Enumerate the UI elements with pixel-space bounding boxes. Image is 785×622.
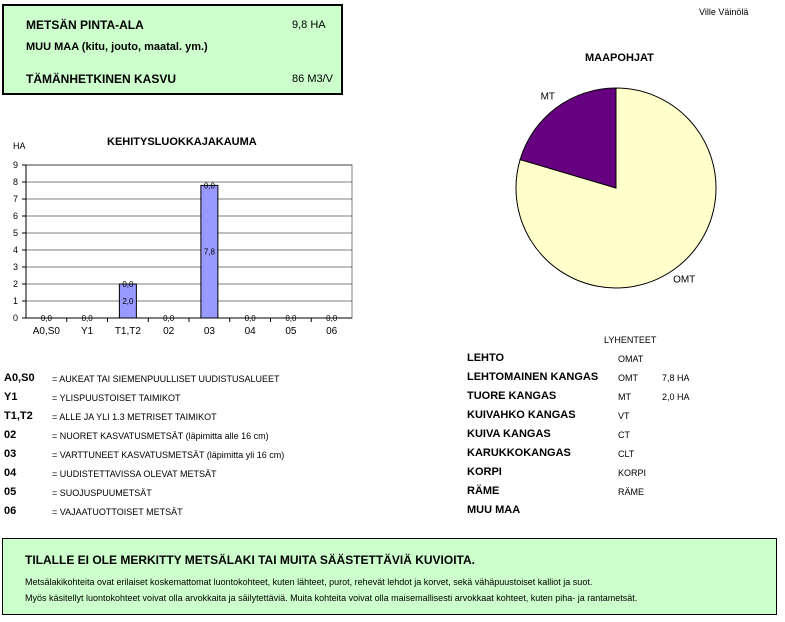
site-type-name: KUIVA KANGAS [467, 428, 551, 440]
bar-chart [0, 155, 360, 340]
pie-label: MT [540, 91, 556, 103]
site-type-name: LEHTO [467, 352, 505, 364]
plot-area [26, 165, 352, 318]
site-type-abbr: KORPI [618, 468, 647, 478]
bar-top-label: 0,0 [244, 314, 256, 323]
notice-line-1: Metsälakikohteita ovat erilaiset koskemattomat luontokohteet, kuten lähteet, purot, rehevät lehdot ja korvet, sekä vähäpuustoiset kalliot ja suot. [25, 577, 593, 587]
pie-label: OMT [673, 274, 696, 286]
y-tick-label: 1 [12, 296, 18, 306]
x-tick-label: 02 [163, 326, 175, 337]
forest-area-label: METSÄN PINTA-ALA [26, 18, 144, 32]
legend-description: = ALLE JA YLI 1.3 METRISET TAIMIKOT [52, 412, 217, 422]
bar-top-label: 0,0 [326, 314, 338, 323]
forest-area-value: 9,8 HA [292, 19, 326, 31]
legend-code: 03 [4, 448, 17, 460]
legend-code: 04 [4, 467, 17, 479]
y-tick-label: 2 [12, 279, 18, 289]
y-tick-label: 9 [12, 160, 18, 170]
x-tick-label: A0,S0 [32, 326, 60, 337]
site-type-area: 2,0 HA [662, 392, 690, 402]
bar-top-label: 0,0 [81, 314, 93, 323]
x-tick-label: T1,T2 [114, 326, 141, 337]
x-tick-label: 06 [326, 326, 338, 337]
bar-top-label: 0,0 [203, 181, 215, 191]
site-type-name: KORPI [467, 466, 502, 478]
legend-code: 05 [4, 486, 17, 498]
site-type-abbr: OMAT [618, 354, 644, 364]
site-type-abbr: RÄME [618, 487, 645, 497]
current-growth-value: 86 M3/V [292, 73, 333, 85]
notice-box [2, 538, 777, 615]
site-type-abbr: CT [618, 430, 630, 440]
site-type-name: KARUKKOKANGAS [467, 447, 571, 459]
site-type-area: 7,8 HA [662, 373, 690, 383]
legend-code: 06 [4, 505, 17, 517]
bar-inner-label: 7,8 [203, 247, 215, 257]
x-tick-label: 05 [285, 326, 297, 337]
bar-top-label: 0,0 [163, 314, 175, 323]
site-type-abbr: VT [618, 411, 630, 421]
legend-code: 02 [4, 429, 17, 441]
y-tick-label: 4 [12, 245, 18, 255]
bar-top-label: 0,0 [122, 280, 134, 289]
notice-line-2: Myös käsitellyt luontokohteet voivat olla arvokkaita ja säilytettäviä. Muita kohteita voivat olla maisemallisesti arvokkaat kohteet, kuten piha- ja rantametsät. [25, 593, 638, 603]
x-tick-label: 03 [203, 326, 215, 337]
site-type-name: LEHTOMAINEN KANGAS [467, 371, 599, 383]
y-tick-label: 7 [12, 194, 18, 204]
pie-chart [500, 80, 730, 295]
bar-inner-label: 2,0 [122, 297, 134, 306]
site-type-abbr: CLT [618, 449, 635, 459]
legend-code: A0,S0 [4, 372, 35, 384]
y-tick-label: 3 [12, 262, 18, 272]
site-type-abbr: OMT [618, 373, 638, 383]
legend-code: Y1 [4, 391, 18, 403]
summary-box [2, 4, 343, 95]
bar-top-label: 0,0 [40, 314, 52, 323]
legend-description: = UUDISTETTAVISSA OLEVAT METSÄT [52, 469, 217, 479]
y-tick-label: 0 [12, 313, 18, 323]
y-tick-label: 6 [12, 211, 18, 221]
legend-description: = SUOJUSPUUMETSÄT [52, 488, 152, 498]
legend-code: T1,T2 [4, 410, 33, 422]
legend-description: = YLISPUUSTOISET TAIMIKOT [52, 393, 181, 403]
x-tick-label: 04 [244, 326, 256, 337]
bar-chart-title: KEHITYSLUOKKAJAKAUMA [107, 136, 257, 148]
x-tick-label: Y1 [81, 326, 94, 337]
pie-chart-title: MAAPOHJAT [585, 52, 654, 64]
site-type-name: MUU MAA [467, 504, 521, 516]
y-tick-label: 8 [12, 177, 18, 187]
site-type-name: KUIVAHKO KANGAS [467, 409, 576, 421]
bar-top-label: 0,0 [285, 314, 297, 323]
legend-description: = VAJAATUOTTOISET METSÄT [52, 507, 183, 517]
author-name: Ville Väinölä [699, 7, 749, 17]
legend-description: = NUORET KASVATUSMETSÄT (läpimitta alle 16 cm) [52, 431, 269, 441]
other-land-label: MUU MAA (kitu, jouto, maatal. ym.) [26, 41, 208, 53]
y-tick-label: 5 [12, 228, 18, 238]
current-growth-label: TÄMÄNHETKINEN KASVU [26, 72, 176, 86]
site-type-name: TUORE KANGAS [467, 390, 557, 402]
legend-description: = AUKEAT TAI SIEMENPUULLISET UUDISTUSALUEET [52, 374, 280, 384]
abbreviations-header: LYHENTEET [604, 335, 657, 345]
legend-description: = VARTTUNEET KASVATUSMETSÄT (läpimitta yli 16 cm) [52, 450, 285, 460]
site-type-abbr: MT [618, 392, 631, 402]
site-type-name: RÄME [467, 485, 500, 497]
notice-title: TILALLE EI OLE MERKITTY METSÄLAKI TAI MUITA SÄÄSTETTÄVIÄ KUVIOITA. [25, 553, 475, 567]
bar-chart-ylabel: HA [13, 141, 26, 151]
